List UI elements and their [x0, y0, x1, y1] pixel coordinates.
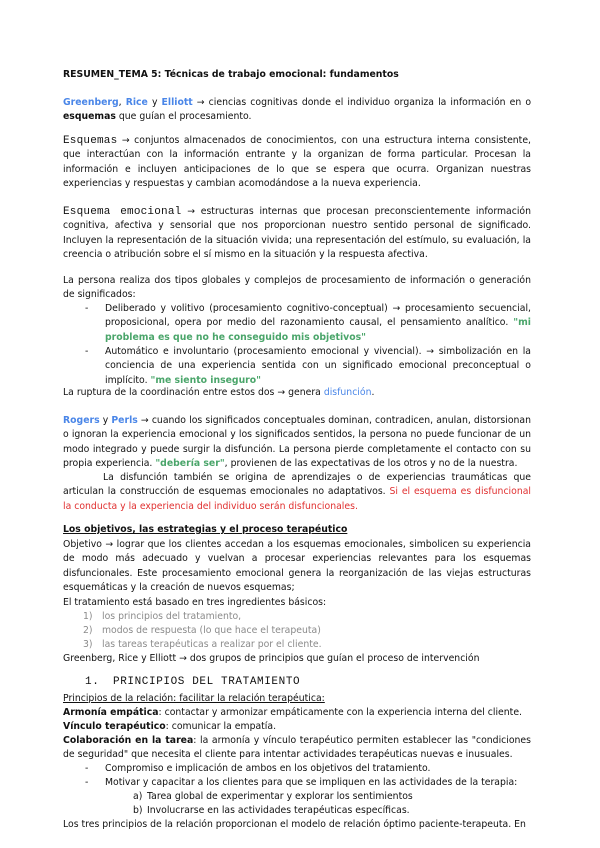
subsection-title: Principios de la relación: facilitar la relación terapéutica: [63, 693, 325, 704]
list-item-text: Automático e involuntario (procesamiento emocional y vivencial). → simbolización en la conciencia de una experiencia sentida con un significado emocional preconceptual o implícito. "me siento inseguro" [105, 346, 531, 386]
sub-list-item: b) Involucrarse en las actividades terapéuticas específicas. [133, 805, 410, 816]
principle-armonia: Armonía empática: contactar y armonizar empáticamente con la experiencia interna del cliente. [63, 707, 522, 718]
paragraph-rogers-perls: Rogers y Perls → cuando los significados conceptuales dominan, contradicen, anulan, distorsionan o ignoran la experiencia emocional y los significados sentidos, la persona no puede funcionar de un modo integrado y puede surgir la disfunción. La persona pierde completamente el contacto con su propia experiencia. "debería ser", provienen de las expectativas de los otros y no de la nuestra. [63, 415, 531, 470]
list-item-text: Motivar y capacitar a los clientes para que se impliquen en las actividades de la terapia: [105, 777, 518, 788]
paragraph-grupos-principios: Greenberg, Rice y Elliott → dos grupos de principios que guían el proceso de intervención [63, 653, 480, 664]
list-item-text: Compromiso e implicación de ambos en los objetivos del tratamiento. [105, 763, 431, 774]
paragraph-disfuncion: La disfunción también se origina de aprendizajes o de experiencias traumáticas que articulan la construcción de esquemas emocionales no adaptativos. Si el esquema es disfuncional la conducta y la experiencia del individuo serán disfuncionales. [63, 472, 531, 512]
list-item: 2) modos de respuesta (lo que hace el terapeuta) [83, 625, 321, 636]
list-item: 1) los principios del tratamiento, [83, 611, 242, 622]
paragraph-procesamiento: La persona realiza dos tipos globales y complejos de procesamiento de información o generación de significados: [63, 275, 531, 301]
principle-colaboracion: Colaboración en la tarea: la armonía y vínculo terapéutico permiten establecer las "condiciones de seguridad" que necesita el cliente para intentar actividades terapéuticas nuevas e inusuales. [63, 735, 531, 761]
principle-vinculo: Vínculo terapéutico: comunicar la empatía. [63, 721, 277, 732]
list-item [63, 345, 531, 389]
bullet-dash: - [85, 346, 89, 357]
bullet-dash: - [85, 763, 89, 774]
paragraph-greenberg: Greenberg, Rice y Elliott → ciencias cognitivas donde el individuo organiza la información en o esquemas que guían el procesamiento. [63, 97, 532, 123]
list-item [63, 762, 531, 777]
paragraph-tratamiento: El tratamiento está basado en tres ingredientes básicos: [63, 597, 327, 608]
section-heading: 1. PRINCIPIOS DEL TRATAMIENTO [85, 676, 301, 688]
paragraph-esquema-emocional: Esquema emocional → estructuras internas que procesan preconscientemente información cognitiva, afectiva y sensorial que nos proporcionan nuestro sentido personal de significado. Incluyen la representación de la situación vivida; una representación del estímulo, su evaluación, la creencia o atribución sobre el sí mismo en la situación y la respuesta afectiva. [63, 206, 532, 261]
paragraph-objetivo: Objetivo → lograr que los clientes accedan a los esquemas emocionales, simbolicen su experiencia de modo más adecuado y vuelvan a procesar experiencias relevantes para los esquemas disfuncionales. Este procesamiento emocional genera la reorganización de las viejas estructuras esquemáticas y la creación de nuevos esquemas; [63, 539, 531, 594]
paragraph-ruptura: La ruptura de la coordinación entre estos dos → genera disfunción. [63, 387, 375, 398]
section-title: Los objetivos, las estrategias y el proceso terapéutico [63, 524, 348, 535]
list-item [63, 776, 531, 791]
document-title: RESUMEN_TEMA 5: Técnicas de trabajo emocional: fundamentos [63, 69, 399, 80]
paragraph-final: Los tres principios de la relación proporcionan el modelo de relación óptimo paciente-terapeuta. En [63, 819, 526, 830]
paragraph-esquemas: Esquemas → conjuntos almacenados de conocimientos, con una estructura interna consistente, que interactúan con la información entrante y la organizan de forma particular. Procesan la información e incluyen anticipaciones de lo que se espera que ocurra. Organizan nuestras experiencias y respuestas y cambian acomodándose a la nueva experiencia. [63, 135, 531, 190]
list-item [63, 302, 531, 346]
list-item-text: Deliberado y volitivo (procesamiento cognitivo-conceptual) → procesamiento secuencial, proposicional, opera por medio del razonamiento causal, el pensamiento analítico. "mi problema es que no he conseguido mis objetivos" [105, 303, 531, 343]
sub-list-item: a) Tarea global de experimentar y explorar los sentimientos [133, 791, 413, 802]
bullet-dash: - [85, 303, 89, 314]
bullet-dash: - [85, 777, 89, 788]
list-item: 3) las tareas terapéuticas a realizar por el cliente. [83, 639, 322, 650]
